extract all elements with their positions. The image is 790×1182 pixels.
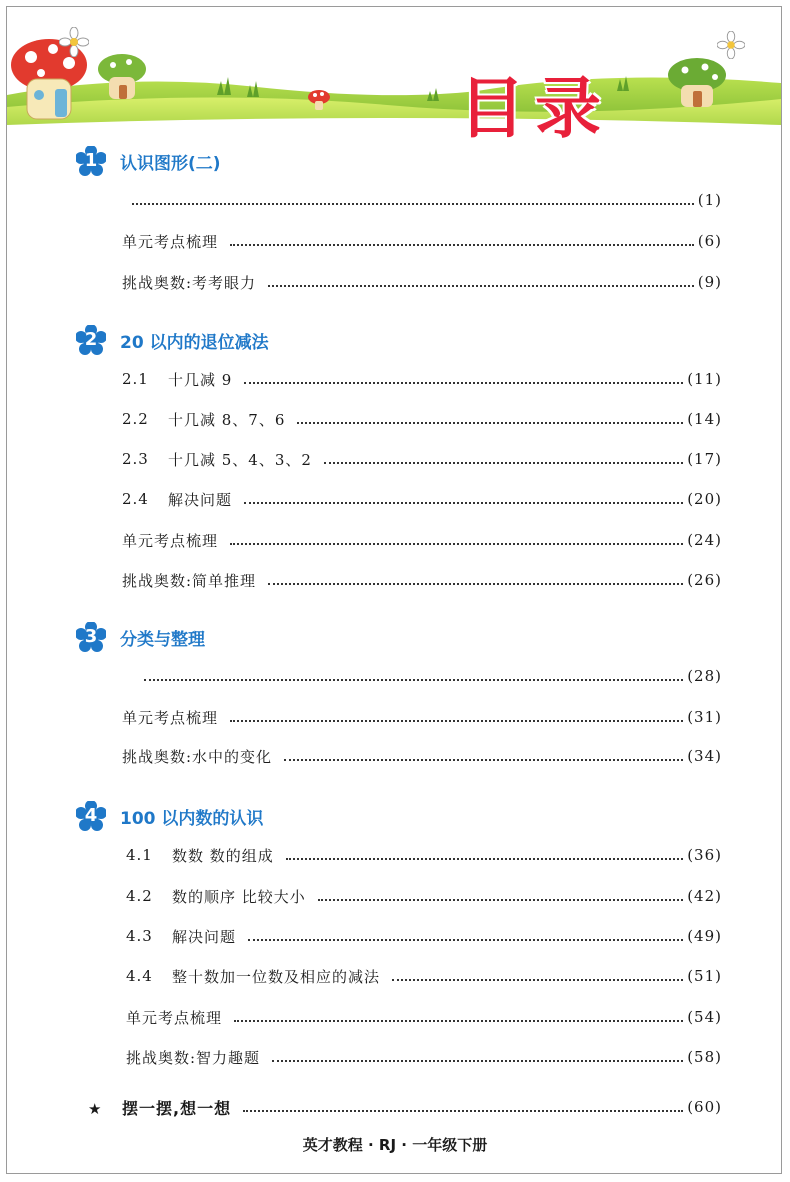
page-number: (17) <box>687 450 722 468</box>
toc-entry[interactable] <box>126 963 722 989</box>
section-title: 分类与整理 <box>120 629 205 650</box>
page-number: (14) <box>687 410 722 428</box>
entry-label: 挑战奥数:水中的变化 <box>122 747 273 766</box>
small-mushroom-icon <box>307 89 331 111</box>
leader-dots <box>286 858 683 860</box>
leader-dots <box>234 1020 683 1022</box>
leader-dots <box>230 720 683 722</box>
toc-entry[interactable] <box>126 883 722 909</box>
right-mushroom-house-icon <box>667 57 727 109</box>
page-number: (49) <box>687 927 722 945</box>
leader-dots <box>297 422 683 424</box>
entry-label: 数的顺序 比较大小 <box>172 887 306 906</box>
leader-dots <box>244 382 683 384</box>
toc-entry[interactable] <box>122 406 722 432</box>
page-number: (24) <box>687 531 722 549</box>
toc-entry[interactable] <box>122 269 722 295</box>
section-badge <box>76 622 106 652</box>
entry-number: 2.1 <box>122 370 149 388</box>
entry-label: 整十数加一位数及相应的减法 <box>172 967 381 986</box>
toc-entry[interactable] <box>122 446 722 472</box>
toc-entry[interactable] <box>126 923 722 949</box>
entry-label: 摆一摆,想一想 <box>122 1098 232 1118</box>
entry-number: 4.4 <box>126 967 153 985</box>
entry-label: 单元考点梳理 <box>122 232 219 251</box>
leader-dots <box>392 979 683 981</box>
leader-dots <box>324 462 683 464</box>
entry-label: 单元考点梳理 <box>122 708 219 727</box>
section-badge <box>76 801 106 831</box>
section-2-heading <box>76 325 269 355</box>
entry-label: 单元考点梳理 <box>126 1008 223 1027</box>
leader-dots <box>268 285 694 287</box>
page-number: (20) <box>687 490 722 508</box>
toc-entry[interactable] <box>126 1004 722 1030</box>
page-title: 目录 <box>459 70 611 139</box>
toc-entry[interactable] <box>126 842 722 868</box>
entry-number: 2.4 <box>122 490 149 508</box>
leader-dots <box>268 583 683 585</box>
page-number: (1) <box>697 191 722 209</box>
entry-label: 单元考点梳理 <box>122 531 219 550</box>
header-banner <box>7 7 781 139</box>
page-number: (42) <box>687 887 722 905</box>
section-3-heading <box>76 622 205 652</box>
leader-dots <box>318 899 683 901</box>
page-number: (9) <box>697 273 722 291</box>
leader-dots <box>244 502 683 504</box>
toc-entry[interactable] <box>122 228 722 254</box>
entry-number: 4.1 <box>126 846 153 864</box>
section-1-heading <box>76 146 221 176</box>
section-title: 20 以内的退位减法 <box>120 332 269 353</box>
page-number: (51) <box>687 967 722 985</box>
entry-label: 十几减 8、7、6 <box>168 410 286 429</box>
section-badge <box>76 325 106 355</box>
page-number: (26) <box>687 571 722 589</box>
entry-label: 十几减 5、4、3、2 <box>168 450 312 469</box>
section-title: 认识图形(二) <box>120 153 221 174</box>
green-mushroom-house-icon <box>97 53 147 101</box>
page-number: (60) <box>687 1098 722 1116</box>
section-number: 3 <box>84 626 98 647</box>
entry-number: 2.2 <box>122 410 149 428</box>
leader-dots <box>272 1060 683 1062</box>
leader-dots <box>132 203 694 205</box>
toc-entry[interactable] <box>122 567 722 593</box>
entry-number: 4.2 <box>126 887 153 905</box>
leader-dots <box>248 939 683 941</box>
toc-entry-extra[interactable] <box>122 1094 722 1120</box>
leader-dots <box>144 679 683 681</box>
leader-dots <box>243 1110 683 1112</box>
leader-dots <box>230 244 694 246</box>
leader-dots <box>230 543 683 545</box>
entry-label: 挑战奥数:智力趣题 <box>126 1048 261 1067</box>
toc-entry[interactable] <box>122 366 722 392</box>
page-number: (58) <box>687 1048 722 1066</box>
toc-entry[interactable] <box>122 527 722 553</box>
toc-entry[interactable] <box>122 704 722 730</box>
page-number: (54) <box>687 1008 722 1026</box>
leader-dots <box>284 759 683 761</box>
entry-label: 解决问题 <box>172 927 237 946</box>
flower-right-icon <box>717 31 745 59</box>
section-number: 1 <box>84 150 98 171</box>
flower-icon <box>59 27 89 57</box>
section-4-heading <box>76 801 263 831</box>
entry-label: 挑战奥数:考考眼力 <box>122 273 257 292</box>
toc-entry[interactable] <box>122 486 722 512</box>
section-badge <box>76 146 106 176</box>
toc-entry[interactable] <box>122 743 722 769</box>
entry-label: 解决问题 <box>168 490 233 509</box>
toc-entry[interactable] <box>128 187 722 213</box>
page-number: (6) <box>697 232 722 250</box>
section-number: 2 <box>84 329 98 350</box>
page-footer: 英才教程 · RJ · 一年级下册 <box>302 1136 488 1154</box>
page-number: (11) <box>687 370 722 388</box>
section-title: 100 以内数的认识 <box>120 808 264 829</box>
section-number: 4 <box>84 805 98 826</box>
entry-number: 4.3 <box>126 927 153 945</box>
page-number: (36) <box>687 846 722 864</box>
toc-entry[interactable] <box>140 663 722 689</box>
entry-label: 数数 数的组成 <box>172 846 274 865</box>
entry-label: 十几减 9 <box>168 370 233 389</box>
entry-number: 2.3 <box>122 450 149 468</box>
page-number: (34) <box>687 747 722 765</box>
star-icon: ★ <box>88 1100 102 1118</box>
page-number: (28) <box>687 667 722 685</box>
page-number: (31) <box>687 708 722 726</box>
toc-entry[interactable] <box>126 1044 722 1070</box>
entry-label: 挑战奥数:简单推理 <box>122 571 257 590</box>
